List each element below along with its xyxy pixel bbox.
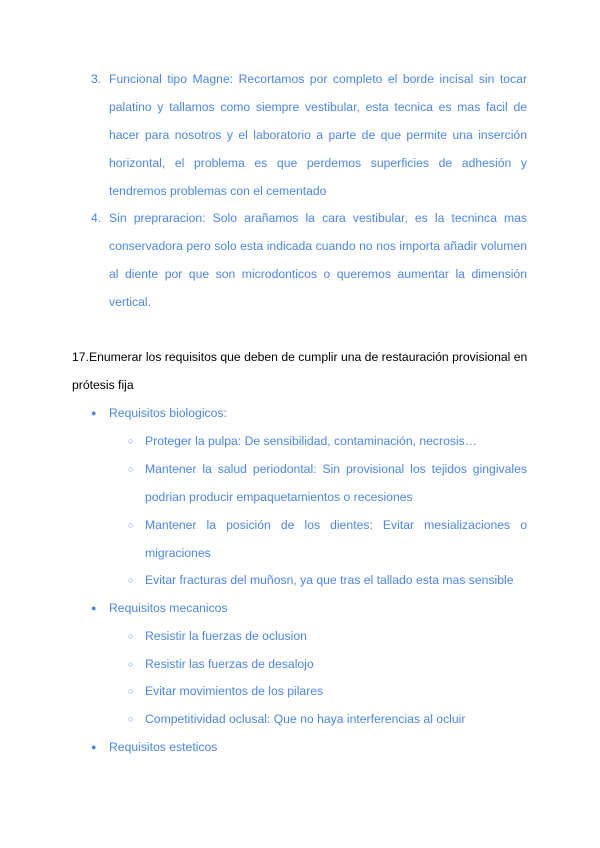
requirement-item: Mantener la posición de los dientes: Evitar mesializaciones o migraciones xyxy=(145,518,527,560)
item-number: 4. xyxy=(91,211,102,225)
requirement-item: Resistir la fuerzas de oclusion xyxy=(145,629,307,643)
circle-bullet-icon: ○ xyxy=(128,436,134,446)
requirement-item: Proteger la pulpa: De sensibilidad, contaminación, necrosis… xyxy=(145,434,477,448)
bullet-icon: ● xyxy=(91,742,97,752)
item-text: Sin prepraracion: Solo arañamos la cara vestibular, es la tecninca mas conservadora pero solo esta indicada cuando no nos importa añadir volumen al diente por que son microdonticos o queremos aumentar la dimensión vertical. xyxy=(109,211,527,309)
circle-bullet-icon: ○ xyxy=(128,714,134,724)
circle-bullet-icon: ○ xyxy=(128,659,134,669)
requirement-item: Resistir las fuerzas de desalojo xyxy=(145,657,314,671)
requirement-item: Evitar fracturas del muñosn, ya que tras el tallado esta mas sensible xyxy=(145,573,514,587)
circle-bullet-icon: ○ xyxy=(128,686,134,696)
circle-bullet-icon: ○ xyxy=(128,520,134,530)
circle-bullet-icon: ○ xyxy=(128,464,134,474)
item-text: Funcional tipo Magne: Recortamos por completo el borde incisal sin tocar palatino y tallamos como siempre vestibular, esta tecnica es mas facil de hacer para nosotros y el laboratorio a parte de que permite una inserción horizontal, el problema es que perdemos superficies de adhesión y tendremos problemas con el cementado xyxy=(109,72,527,198)
bullet-icon: ● xyxy=(91,408,97,418)
requirement-item: Mantener la salud periodontal: Sin provisional los tejidos gingivales podrian producir empaquetamientos o recesiones xyxy=(145,462,527,504)
requirement-group-label: Requisitos esteticos xyxy=(109,740,218,754)
circle-bullet-icon: ○ xyxy=(128,575,134,585)
requirement-group-label: Requisitos biologicos: xyxy=(109,406,227,420)
requirement-group-label: Requisitos mecanicos xyxy=(109,601,228,615)
circle-bullet-icon: ○ xyxy=(128,631,134,641)
requirement-item: Evitar movimientos de los pilares xyxy=(145,684,324,698)
requirement-item: Competitividad oclusal: Que no haya interferencias al ocluir xyxy=(145,712,466,726)
item-number: 3. xyxy=(91,72,102,86)
question-heading: 17.Enumerar los requisitos que deben de cumplir una de restauración provisional en prótesis fija xyxy=(72,350,528,392)
bullet-icon: ● xyxy=(91,603,97,613)
